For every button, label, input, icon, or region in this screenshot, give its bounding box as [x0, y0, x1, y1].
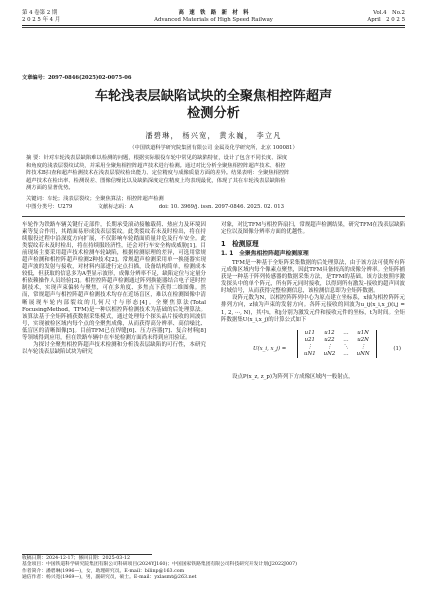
text-line: 为探讨全聚焦相控阵超声技术检测和分析浅表层 — [33, 341, 151, 348]
text-line: 理算法。该算法基于全矩阵捕获数据采集模式，通过 — [22, 306, 206, 320]
paragraph — [221, 260, 405, 295]
abstract-line: 阵技术B扫查和超声检测技术在浅表层裂纹检出能力、定位精度与成像质量方面的差异。结果表明：全聚焦相控阵 — [26, 170, 290, 177]
text-line: 向。各阵元接收的回波为u_ij(x_i,x_j)(i,j = 1, 2, ···, N)， — [221, 302, 405, 316]
matrix-cell: u2N — [357, 336, 369, 343]
text-line: 经济性，还会对行车安全构成威胁[1]。目前现场主要 — [22, 243, 206, 257]
text-line: 二维图像。然而，常规超声与相控阵超声检测技术均 — [22, 285, 206, 299]
text-line: Method，TFM)是一种以相控阵检测技术为基础的后处 — [46, 306, 184, 313]
matrix-cell: u21 — [304, 336, 315, 343]
matrix-cell: u1N — [357, 329, 369, 336]
text-line: 成浅表层裂纹。此类裂纹若未及时检出，将在持续服 — [22, 229, 206, 243]
abstract-line: 超声技术在检出率、检测误差、图像信噪比以及缺陷深度定位精度上均表现最优，体现了其在车轮浅表层缺陷检 — [26, 177, 286, 184]
text-line: 设阵元数为N，以相控阵阵列中心为原点建立坐 — [232, 295, 347, 302]
text-line: 器[7]、复合材料[8]等领域得到应用，但在铁路车辆中在车 — [22, 327, 207, 341]
text-line: 研究TFM在浅表层缺陷定位以及图像分辨率方面的 — [221, 222, 405, 236]
text-line: 轮检测方面尚未得到应用验证。 — [114, 334, 191, 341]
text-line: 可使所有阵元成像区域内每个像素点聚焦，因此TFM具 — [221, 260, 405, 274]
matrix-cell: u22 — [324, 336, 335, 343]
equation-1 — [221, 328, 405, 374]
text-line: 存在近场盲区，难以在检测图像中清晰展现车轮内部 — [22, 292, 206, 306]
document-code: 文献标志码：A — [97, 204, 134, 210]
text-line: 接触载荷、热应力及环境因素等复合作用，其踏面易形 — [22, 222, 206, 236]
left-column — [22, 222, 206, 356]
text-line: 感器的数据采集方法，是TFM的基础。该方法按照序 — [270, 274, 400, 281]
text-line: 危及行车安全。此类裂纹若未及时检出，将在持续服 — [22, 236, 206, 250]
text-line: 处理每个探头晶片接收的回波信号，实现被检区域内 — [22, 313, 206, 327]
matrix — [297, 330, 377, 358]
text-line: 优越性。 — [286, 229, 309, 236]
funding: 基金项目：中国铁道科学研究院集团有限公司科研项目(2024YJ160)；中国国家铁路集团有限公司科技研究开发计划(J2022J007) — [22, 562, 298, 568]
section-heading: 1 检测原理 — [221, 240, 259, 249]
keywords: 关键词：车轮；浅表层裂纹；全聚焦算法；相控阵超声检测 — [26, 196, 164, 202]
journal-issue-en — [367, 10, 405, 23]
text-line: 对象，对比TFM与相控阵扇扫，常规超声检测结果， — [221, 222, 349, 228]
paragraph — [22, 342, 206, 356]
issue-date: 2 0 2 5 年 4 月 — [22, 16, 61, 23]
text-line: 车轮作为铁路车辆关键行走部件，长期承受滚动 — [22, 222, 140, 228]
text-line: 缺陷的可行性，本研究以车轮浅表层缺陷试块为研究 — [22, 341, 206, 355]
equation-lhs: U(x_i, x_j) = — [253, 345, 287, 352]
text-line: 裂纹的几何尺寸与形态[4]。全聚焦算法(Total Focusing — [22, 299, 206, 313]
text-line: 采用超声技术检测车轮缺陷，根据检测原理的差异，可 — [49, 250, 184, 257]
abstract-line: 和角度的浅表层裂纹试块，并采用全聚焦相控阵超声技术进行检测。通过对比分析全聚焦相控阵超声技术、相控 — [26, 162, 286, 169]
article-id: 文章编号：2097-0846(2025)02-0075-06 — [22, 75, 132, 81]
text-line: 低盲区的清晰图像[5]。目前TFM已在焊缝[6]、压力容 — [22, 327, 157, 334]
footnotes — [22, 556, 408, 582]
text-line: 控阵超声检测通过阵列换能器结合电子延时控制技 — [22, 278, 206, 292]
abstract-rule — [22, 216, 405, 217]
matrix-cell: ⋮ — [326, 343, 333, 350]
header-rule-thin — [22, 27, 405, 28]
matrix-cell: ⋱ — [343, 343, 349, 350]
matrix-cell: uN2 — [323, 350, 336, 357]
journal-issue — [22, 10, 60, 23]
paper-title-line2: 检测分析 — [187, 106, 240, 121]
abstract-line: 摘 要：针对车轮浅表层缺陷难以检测的问题，根据实际服役车轮中常见的缺陷特征，设计了包含不同长度、深度 — [26, 155, 288, 161]
text-line: 设点P(x_z, z_p)为阵列下方成像区域内一般射点， — [232, 373, 354, 380]
matrix-cell: … — [343, 350, 349, 357]
matrix-row — [300, 337, 374, 344]
journal-name-cn: 高 速 铁 路 新 材 料 — [178, 10, 249, 16]
paragraph — [221, 374, 405, 381]
matrix-table — [300, 330, 374, 358]
text-line: 间。全矩阵数据集U(x_i,x_j)的计算公式如下 — [221, 309, 405, 323]
matrix-cell: ⋮ — [360, 343, 366, 350]
text-line: 标系，x轴为相控阵阵元排列方向，z轴为声束的发射方 — [221, 295, 405, 309]
text-line: 每个点的全聚焦成像，从而获得高分辨率、高信噪比、 — [72, 320, 206, 327]
issue-volume: 第 4 卷第 2 期 — [22, 10, 58, 16]
issue-date-en: April 2 0 2 5 — [367, 16, 405, 23]
received-date: 收稿日期：2024-12-17；修回日期：2025-03-12 — [22, 556, 131, 561]
journal-name-en: Advanced Materials of High Speed Railway — [154, 16, 273, 23]
header-rule — [22, 25, 405, 26]
paragraph — [221, 222, 405, 236]
text-line: 有激发–接收的超声回波时域信号，从而获得完整检测 — [221, 281, 405, 295]
text-line: 超声检测采用单一换能器实现超声波的发射与接 — [22, 257, 206, 271]
text-line: 本较低，但获取的信息多为A型显示波形，成像分辨率 — [22, 264, 206, 278]
affiliation: （中国铁道科学研究院集团有限公司 金属及化学研究所，北京 100081） — [129, 145, 298, 151]
text-line: 役过程中沿深度方向扩展，不仅影响车轮踏面质量并 — [33, 236, 162, 243]
authors: 潘碧琳， 杨兴宽， 黄永巍， 李立凡 — [145, 131, 282, 140]
matrix-cell: ⋮ — [307, 343, 313, 350]
author-bio: 作者简介：潘碧琳(1996—)，女，助理研究员。E-mail：bilinp@163.com — [22, 568, 185, 574]
text-line: 不足，缺陷定位与定量分析依赖操作人员经验[3]。相控 — [22, 271, 206, 285]
matrix-cell: uN1 — [304, 350, 316, 357]
text-line: 信息，该检测信息即为全矩阵数据。 — [291, 288, 379, 295]
text-line: 其中i，和j分别为激发元件和接收元件的坐标，t为时 — [256, 309, 384, 316]
equation-number: (1) — [393, 345, 401, 352]
footnote-rule — [22, 554, 152, 555]
doi: doi: 10. 3969/j. issn. 2097-0846. 2025. 02. 013 — [158, 204, 284, 210]
clc-number: 中图分类号：U279 — [26, 204, 73, 210]
text-line: 备较高的成像分辨率。全矩阵捕获是一种基于阵列传 — [221, 267, 405, 281]
classification — [26, 204, 404, 211]
abstract-line: 测方面的显著优势。 — [26, 185, 74, 192]
journal-name — [120, 10, 307, 23]
matrix-row — [300, 330, 374, 337]
matrix-cell: u11 — [304, 329, 315, 336]
issue-volume-en: Vol.4 No.2 — [373, 10, 405, 16]
text-line: 术，实现声束偏转与聚焦，可在多角度、多焦点下获得 — [33, 285, 172, 292]
text-line: TFM是一种基于全矩阵采集数据的后处理算法，由于该方法 — [232, 260, 378, 267]
right-column — [221, 222, 405, 381]
matrix-cell: u12 — [324, 329, 335, 336]
abstract — [26, 155, 404, 193]
text-line: 收，对材料内部进行定点扫描，设备结构简单，检测成 — [66, 264, 201, 271]
paragraph — [221, 295, 405, 323]
text-line: 选用常规超声检测和相控阵超声检测2种技术[2]。常规 — [22, 250, 206, 264]
matrix-cell: … — [343, 329, 349, 336]
matrix-row — [300, 351, 374, 358]
corresponding-author: 通信作者：杨兴宽(1969—)，男，副研究员，硕士。E-mail：yxlasmt@263.net — [22, 575, 197, 581]
paper-title-line1: 车轮浅表层缺陷试块的全聚焦相控阵超声 — [94, 89, 333, 104]
paragraph — [22, 222, 206, 342]
matrix-cell: uNN — [356, 350, 370, 357]
subsection-heading: 1. 1 全聚焦相控阵超声检测原理 — [221, 251, 309, 258]
matrix-row — [300, 344, 374, 351]
text-line: 激发探头中的单个阵元，所有阵元同时接收，以得到所 — [221, 274, 405, 288]
matrix-cell: … — [343, 336, 349, 343]
